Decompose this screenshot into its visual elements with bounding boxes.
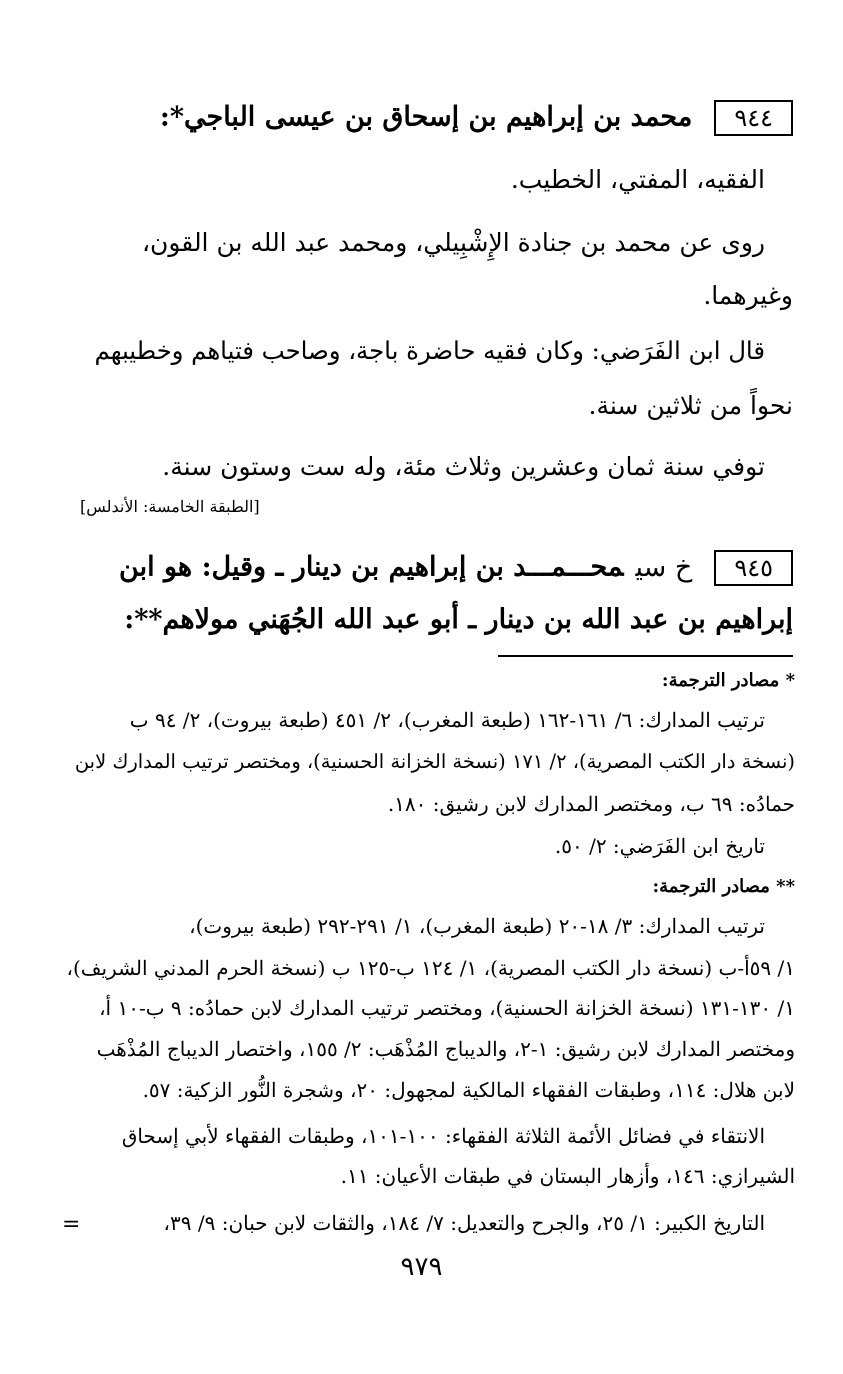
body-paragraph: توفي سنة ثمان وعشرين وثلاث مئة، وله ست وستون سنة. <box>162 452 765 481</box>
footnote-line: الشيرازي: ١٤٦، وأزهار البستان في طبقات الأعيان: ١١. <box>340 1164 795 1188</box>
footnote-line: ترتيب المدارك: ٣/ ١٨-٢٠ (طبعة المغرب)، ١/ ٢٩١-٢٩٢ (طبعة بيروت)، <box>189 914 765 938</box>
footnote-label: * مصادر الترجمة: <box>661 670 795 691</box>
footnote-line: ومختصر المدارك لابن رشيق: ١-٢، والديباج المُذْهَب: ٢/ ١٥٥، واختصار الديباج المُذْهَب <box>96 1037 795 1061</box>
entry-945-heading-cont: إبراهيم بن عبد الله بن دينار ـ أبو عبد الله الجُهَني مولاهم**: <box>124 604 793 635</box>
continuation-mark: = <box>62 1212 81 1237</box>
body-paragraph: نحواً من ثلاثين سنة. <box>588 391 793 420</box>
layer-note: [الطبقة الخامسة: الأندلس] <box>80 497 260 516</box>
entry-title: محـــمـــد بن إبراهيم بن دينار ـ وقيل: هو ابن <box>119 551 624 583</box>
entry-944-heading <box>80 100 793 136</box>
entry-number-box: ٩٤٥ <box>714 550 793 586</box>
footnote-line: ١/ ٥٩أ-ب (نسخة دار الكتب المصرية)، ١/ ١٢٤ ب-١٢٥ ب (نسخة الحرم المدني الشريف)، <box>66 956 795 980</box>
footnote-line: ترتيب المدارك: ٦/ ١٦١-١٦٢ (طبعة المغرب)، ٢/ ٤٥١ (طبعة بيروت)، ٢/ ٩٤ ب <box>129 708 765 732</box>
footnote-line: ١/ ١٣٠-١٣١ (نسخة الخزانة الحسنية)، ومختصر ترتيب المدارك لابن حمادُه: ٩ ب-١٠ أ، <box>99 996 795 1020</box>
body-paragraph: روى عن محمد بن جنادة الإِشْبِيلي، ومحمد عبد الله بن القون، <box>141 228 765 257</box>
entry-number-box: ٩٤٤ <box>714 100 793 136</box>
footnote-line: التاريخ الكبير: ١/ ٢٥، والجرح والتعديل: ٧/ ١٨٤، والثقات لابن حبان: ٩/ ٣٩، <box>163 1211 765 1235</box>
footnote-line: لابن هلال: ١١٤، وطبقات الفقهاء المالكية لمجهول: ٢٠، وشجرة النُّور الزكية: ٥٧. <box>142 1078 795 1102</box>
rijal-code: خ سي <box>635 551 693 583</box>
footnote-line: تاريخ ابن الفَرَضي: ٢/ ٥٠. <box>554 834 765 858</box>
footnote-line: حمادُه: ٦٩ ب، ومختصر المدارك لابن رشيق: ١٨٠. <box>387 792 795 816</box>
body-paragraph: وغيرهما. <box>703 281 793 310</box>
body-paragraph: قال ابن الفَرَضي: وكان فقيه حاضرة باجة، وصاحب فتياهم وخطيبهم <box>94 336 765 365</box>
footnote-divider <box>498 655 793 657</box>
footnote-line: (نسخة دار الكتب المصرية)، ٢/ ١٧١ (نسخة الخزانة الحسنية)، ومختصر ترتيب المدارك لابن <box>74 750 795 773</box>
page-number: ٩٧٩ <box>400 1252 443 1282</box>
footnote-line: الانتقاء في فضائل الأئمة الثلاثة الفقهاء: ١٠٠-١٠١، وطبقات الفقهاء لأبي إسحاق <box>121 1124 765 1148</box>
entry-945-heading <box>80 550 793 586</box>
entry-title: محمد بن إبراهيم بن إسحاق بن عيسى الباجي*: <box>159 101 693 133</box>
footnote-label: ** مصادر الترجمة: <box>652 876 795 897</box>
body-paragraph: الفقيه، المفتي، الخطيب. <box>510 165 765 194</box>
